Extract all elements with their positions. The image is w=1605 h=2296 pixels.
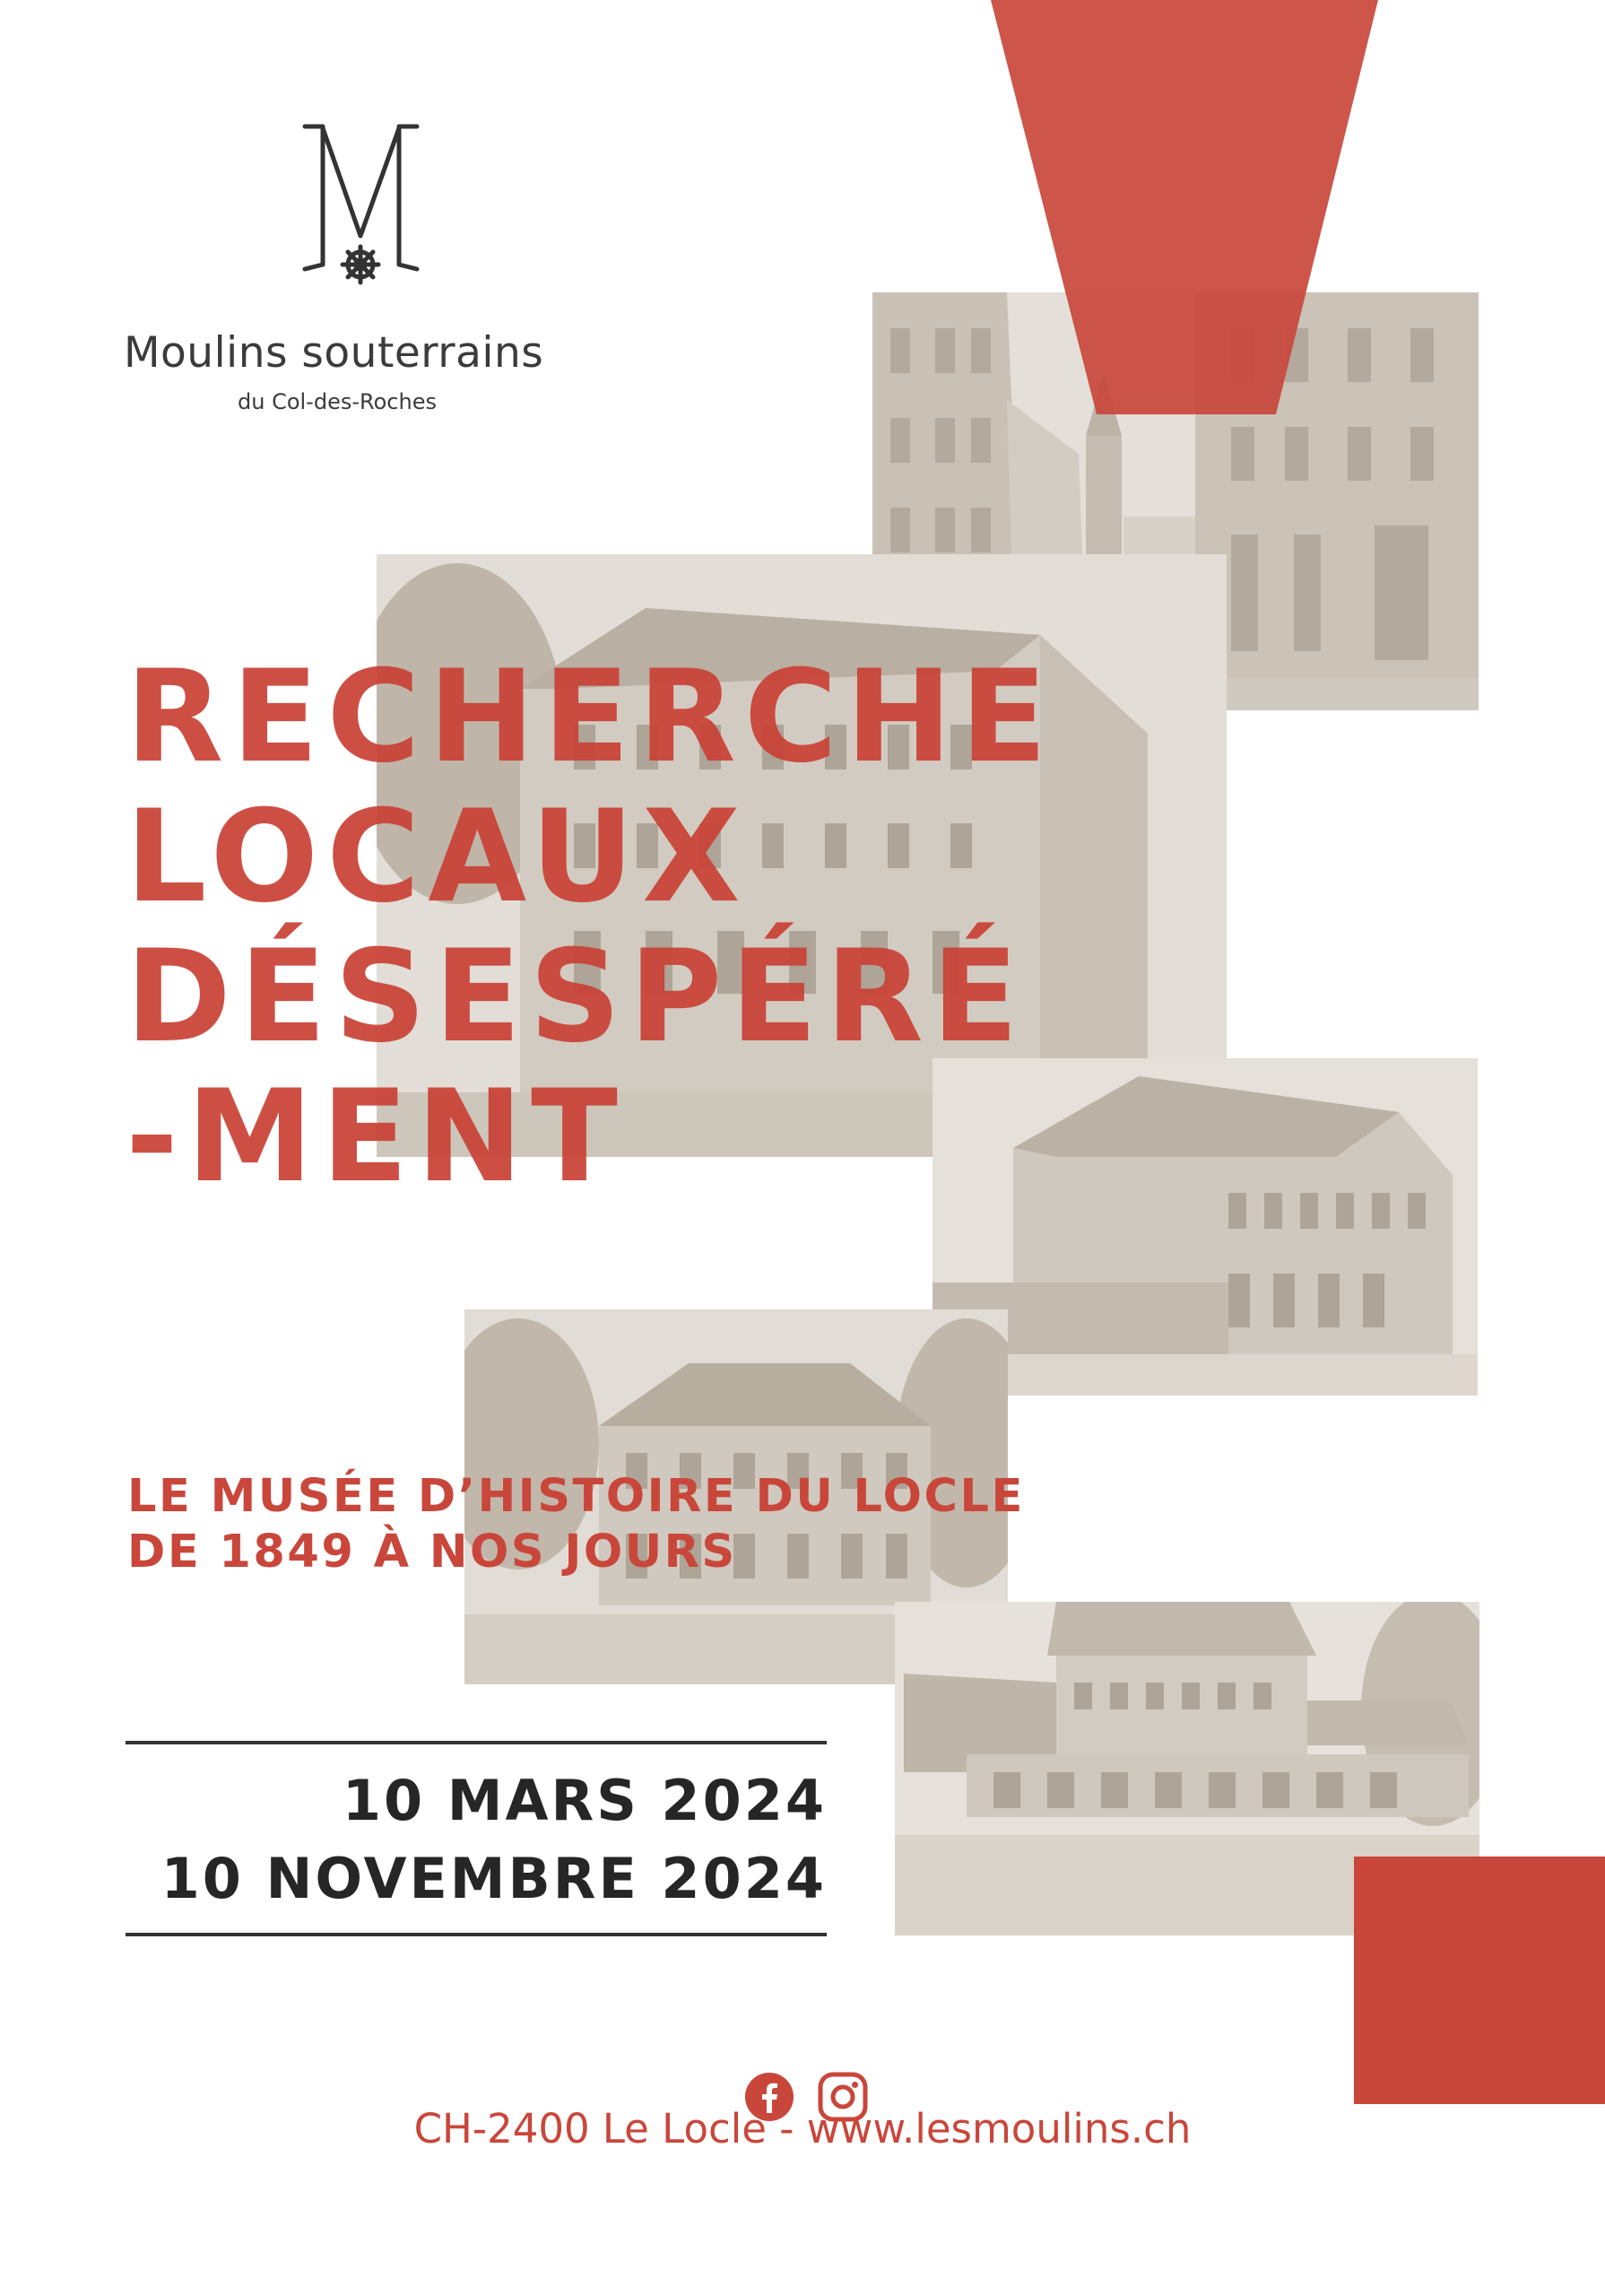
date-start: 10 MARS 2024	[342, 1768, 827, 1833]
headline-line: LOCAUX	[126, 783, 749, 931]
moulins-logo-mark	[296, 121, 426, 287]
red-funnel-shape	[991, 0, 1378, 414]
headline-line: RECHERCHE	[126, 643, 1055, 791]
headline-line: DÉSESPÉRÉ	[126, 923, 1027, 1071]
red-square-shape	[1354, 1857, 1605, 2104]
logo-subname: du Col-des-Roches	[238, 389, 437, 414]
date-rule-top	[126, 1741, 827, 1744]
exhibition-dates	[161, 1761, 827, 1918]
subtitle-line: LE MUSÉE D’HISTOIRE DU LOCLE	[127, 1470, 1025, 1523]
headline	[126, 643, 1055, 1211]
date-end: 10 NOVEMBRE 2024	[160, 1846, 827, 1911]
logo-name: Moulins souterrains	[124, 328, 544, 378]
footer-address-website[interactable]: CH-2400 Le Locle - www.lesmoulins.ch	[413, 2105, 1192, 2152]
subtitle	[127, 1469, 1025, 1580]
headline-line: -MENT	[126, 1063, 626, 1211]
date-rule-bottom	[126, 1933, 827, 1936]
subtitle-line: DE 1849 À NOS JOURS	[127, 1526, 737, 1578]
